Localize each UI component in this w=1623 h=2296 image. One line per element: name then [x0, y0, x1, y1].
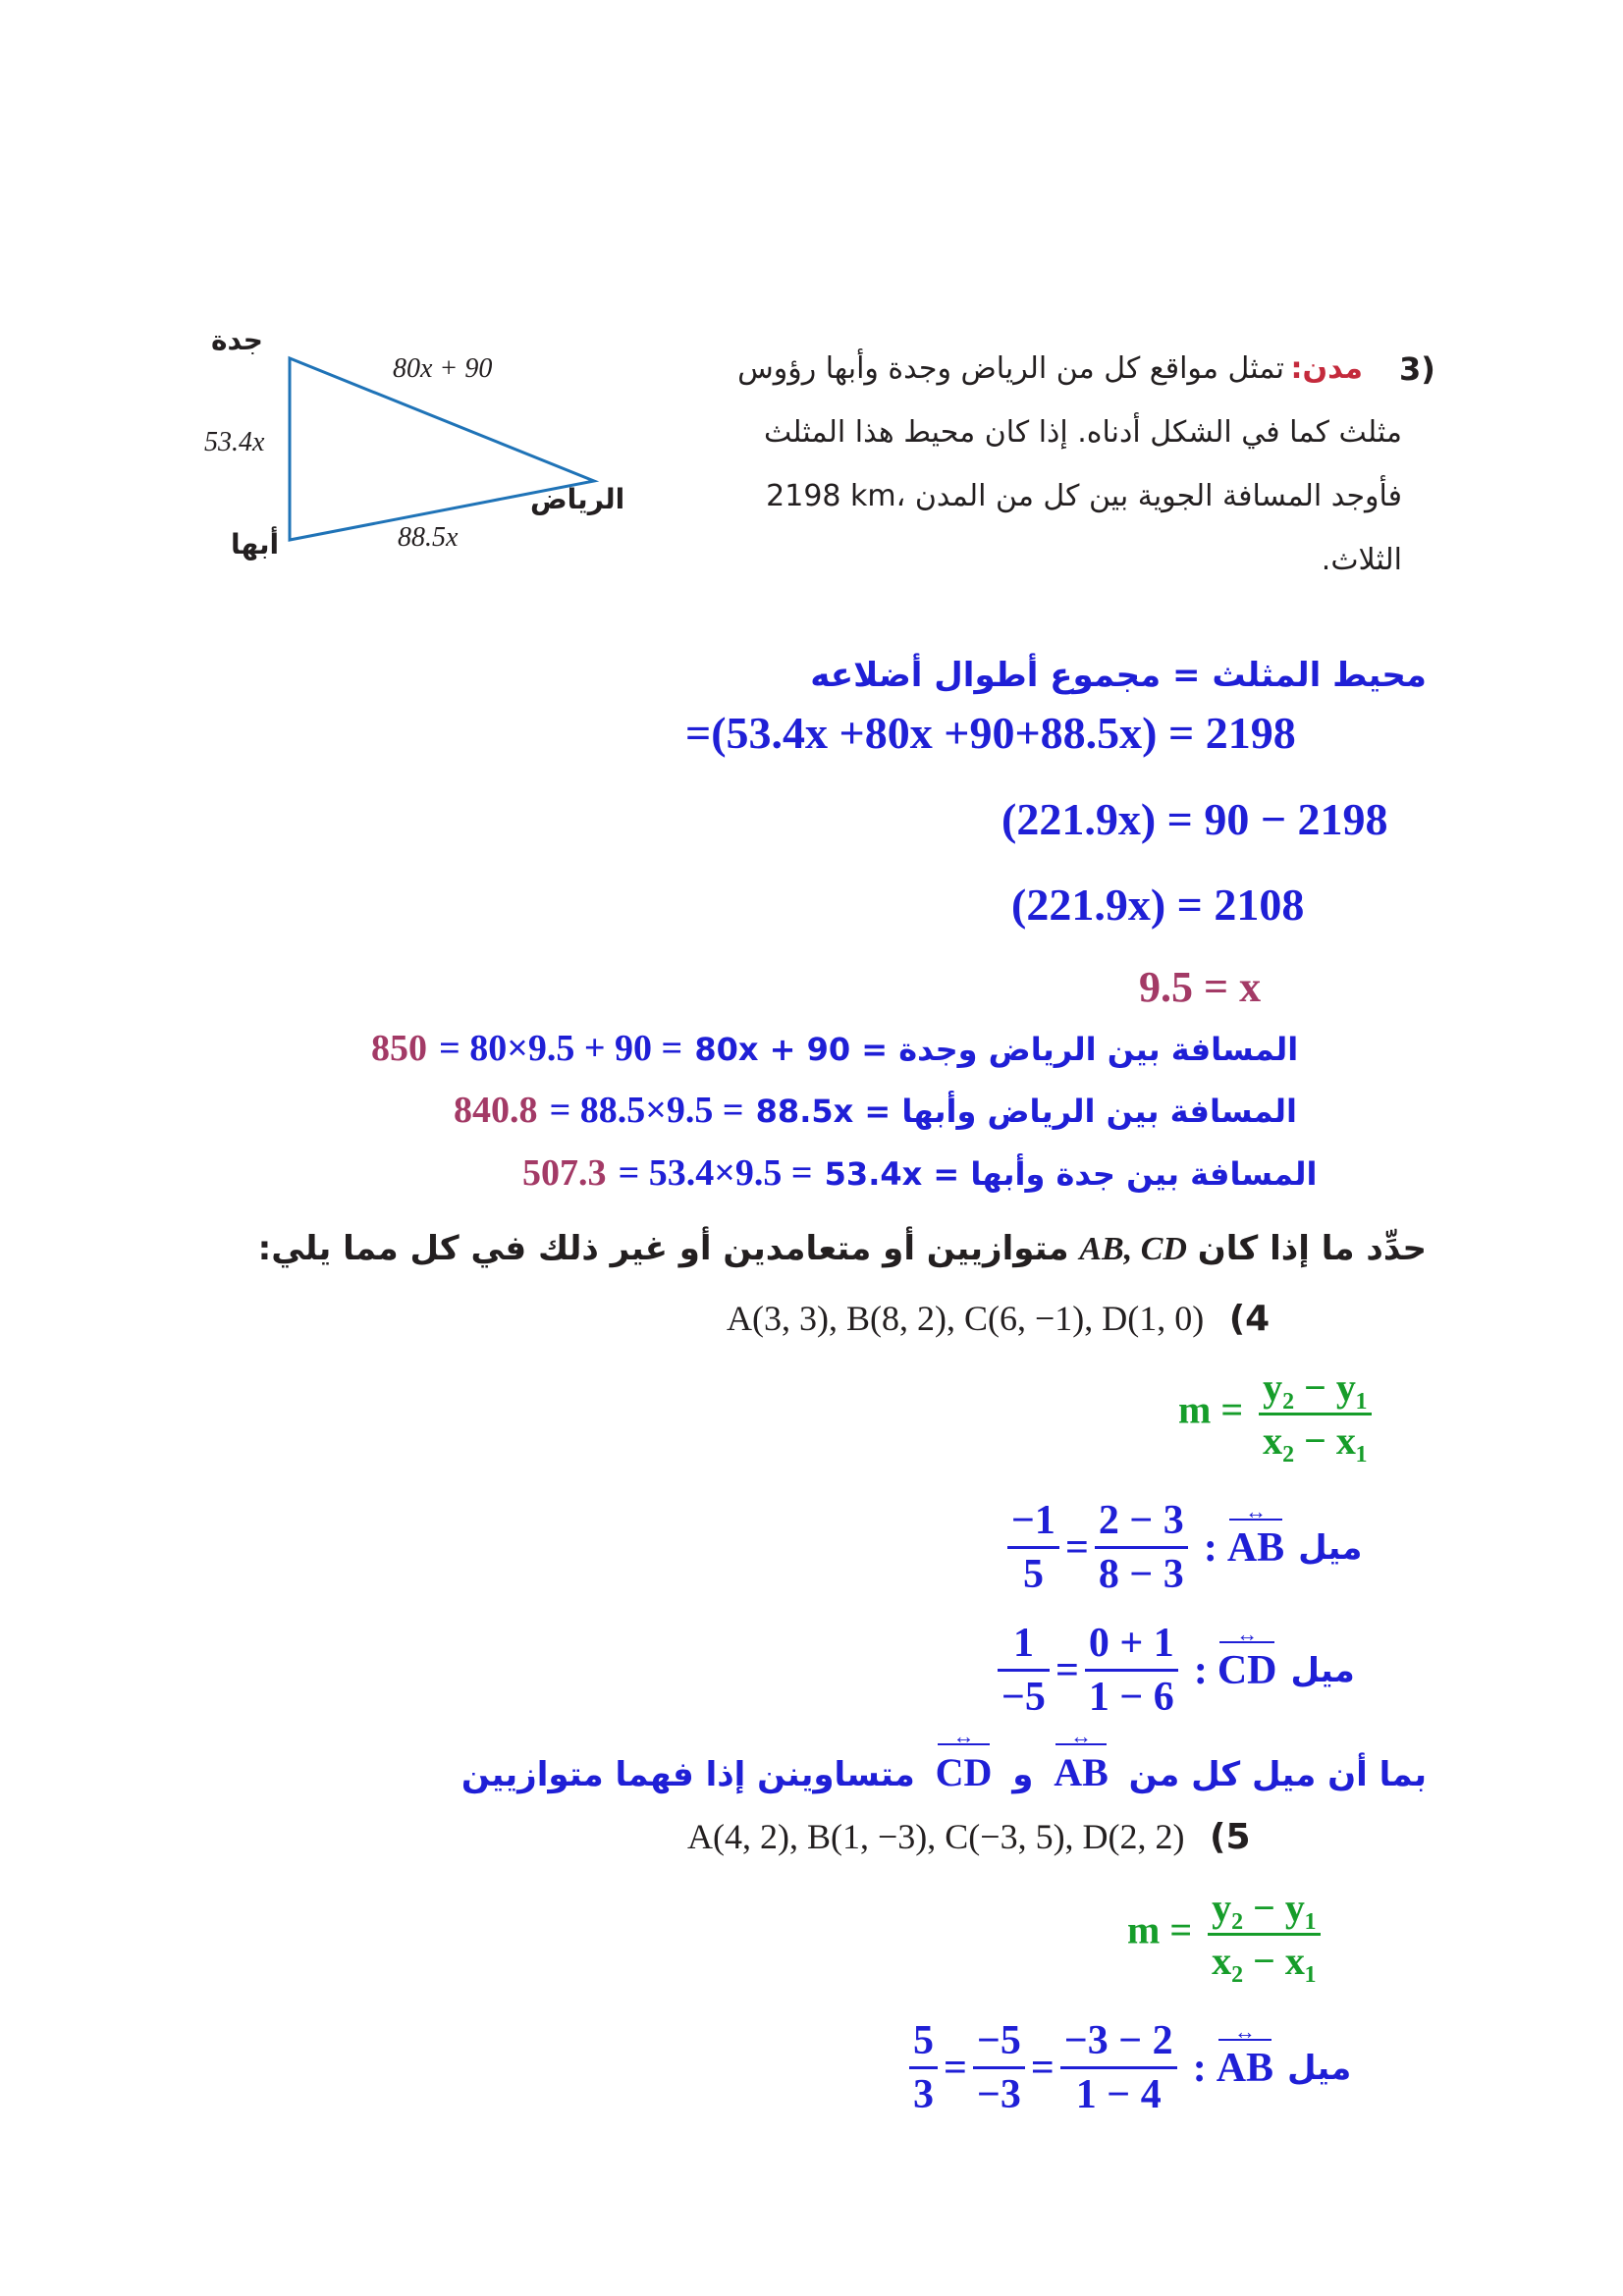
vertex-abha-label: أبها [231, 528, 280, 561]
slope-formula-fraction [1259, 1364, 1372, 1464]
distance-riyadh-jeddah-calc: = 80×9.5 + 90 = [439, 1028, 683, 1069]
equals-sign: = [944, 2045, 967, 2091]
ab-result-numerator: −1 [1011, 1498, 1055, 1543]
solution-3-line5: 9.5 = x [1139, 963, 1262, 1011]
problem-3-text-line4: الثلاث. [1321, 543, 1402, 577]
problem-4-slope-ab [1001, 1497, 1362, 1598]
conclusion-end: متساوينن إذا فهما متوازيين [460, 1755, 915, 1794]
problem-3-text-line3: 2198 km، فأوجد المسافة الجوية بين كل من المدن [766, 479, 1402, 513]
p5-ab-frac1 [1060, 2017, 1177, 2118]
line-cd: CD ↔ [1217, 1647, 1277, 1694]
side-left-label: 53.4x [204, 427, 265, 457]
distance-jeddah-abha-label: المسافة بين جدة وأبها = 53.4x [824, 1155, 1318, 1193]
solution-3-line1: محيط المثلث = مجموع أطوال أضلاعه [810, 656, 1427, 695]
cd-calc-numerator: 0 + 1 [1088, 1621, 1174, 1666]
equals-sign: = [1055, 1647, 1079, 1693]
p5-ab-frac3-denominator: 3 [913, 2072, 934, 2117]
slope-formula-fraction [1208, 1885, 1321, 1984]
slope-cd-label: ميل [1290, 1650, 1355, 1690]
slope-formula-denominator: x₂ − x₁ [1212, 1939, 1317, 1983]
p5-ab-frac2 [973, 2017, 1025, 2118]
distance-riyadh-jeddah-value: 850 [371, 1028, 427, 1069]
problem-3-number: 3) [1399, 350, 1435, 388]
problem-4-slope-cd [992, 1620, 1355, 1721]
conclusion-start: بما أن ميل كل من [1128, 1755, 1427, 1794]
equals-sign: = [1030, 2045, 1055, 2091]
cd-result-denominator: −5 [1001, 1675, 1046, 1720]
cd-result-fraction [998, 1620, 1050, 1721]
slope-formula-denominator: x₂ − x₁ [1263, 1418, 1368, 1463]
problem-5-number: (5 [1209, 1817, 1251, 1857]
cd-result-numerator: 1 [1012, 1621, 1034, 1666]
p5-ab-frac3 [909, 2017, 938, 2118]
colon: : [1193, 1647, 1208, 1693]
colon: : [1192, 2045, 1207, 2091]
ab-calc-denominator: 8 − 3 [1098, 1552, 1184, 1597]
instruction-text-before: حدِّد ما إذا كان [1197, 1229, 1427, 1268]
solution-3-line4: (221.9x) = 2108 [1011, 880, 1305, 930]
ab-result-denominator: 5 [1022, 1552, 1044, 1597]
slope-formula-lhs: m = [1127, 1907, 1193, 1952]
p5-slope-ab-label: ميل [1287, 2048, 1352, 2088]
cd-calc-denominator: 1 − 6 [1088, 1675, 1174, 1720]
distance-riyadh-jeddah-label: المسافة بين الرياض وجدة = 80x + 90 [694, 1031, 1299, 1068]
p5-line-ab: AB ↔ [1217, 2045, 1273, 2092]
distance-riyadh-abha-calc: = 88.5×9.5 = [549, 1090, 744, 1131]
side-top-label: 80x + 90 [393, 353, 493, 384]
problem-3-text-line1: تمثل مواقع كل من الرياض وجدة وأبها رؤوس [737, 351, 1284, 386]
colon: : [1203, 1524, 1217, 1571]
equals-sign: = [1064, 1524, 1089, 1571]
p5-ab-frac1-denominator: 1 − 4 [1075, 2072, 1162, 2117]
distance-jeddah-abha-calc: = 53.4×9.5 = [618, 1152, 813, 1194]
vertex-jeddah-label: جدة [211, 324, 263, 356]
problem-4-number: (4 [1228, 1299, 1271, 1339]
slope-formula-numerator: y₂ − y₁ [1212, 1886, 1317, 1930]
triangle-figure [196, 314, 658, 609]
solution-3-line2: =(53.4x +80x +90+88.5x) = 2198 [685, 708, 1296, 758]
line-ab: AB ↔ [1227, 1524, 1284, 1572]
problem-4-points: A(3, 3), B(8, 2), C(6, −1), D(1, 0) [727, 1299, 1205, 1338]
problem-5-slope-ab [903, 2017, 1351, 2118]
problem-4-header [727, 1298, 1270, 1339]
slope-ab-label: ميل [1298, 1527, 1363, 1568]
problem-4-slope-formula [1178, 1364, 1378, 1464]
solution-3-line3: (221.9x) = 90 − 2198 [1001, 794, 1388, 844]
instruction-lines: AB, CD [1079, 1231, 1187, 1267]
slope-formula-numerator: y₂ − y₁ [1263, 1365, 1368, 1410]
distance-riyadh-jeddah [371, 1026, 1298, 1070]
ab-calc-fraction [1095, 1497, 1188, 1598]
problem-5-points: A(4, 2), B(1, −3), C(−3, 5), D(2, 2) [687, 1817, 1185, 1856]
distance-jeddah-abha [522, 1150, 1317, 1195]
distance-riyadh-abha-label: المسافة بين الرياض وأبها = 88.5x [755, 1093, 1297, 1130]
p5-ab-frac3-numerator: 5 [913, 2018, 934, 2063]
problem-5-slope-formula [1127, 1885, 1326, 1984]
problem-5-header [687, 1816, 1251, 1857]
instruction-text-after: متوازيين أو متعامدين أو غير ذلك في كل مما يلي: [257, 1229, 1069, 1268]
instruction-line [258, 1229, 1427, 1268]
p5-ab-frac2-denominator: −3 [976, 2072, 1021, 2117]
distance-riyadh-abha [454, 1088, 1297, 1132]
ab-result-fraction [1007, 1497, 1059, 1598]
vertex-riyadh-label: الرياض [530, 483, 625, 515]
p5-ab-frac2-numerator: −5 [976, 2018, 1021, 2063]
problem-3-text-line2: مثلث كما في الشكل أدناه. إذا كان محيط هذا المثلث [763, 415, 1402, 450]
conclusion-line-ab: AB ↔ [1054, 1749, 1109, 1795]
distance-jeddah-abha-value: 507.3 [522, 1152, 607, 1194]
slope-formula-lhs: m = [1178, 1387, 1244, 1432]
distance-riyadh-abha-value: 840.8 [454, 1090, 538, 1131]
conclusion-line-cd: CD ↔ [936, 1749, 993, 1795]
p5-ab-frac1-numerator: −3 − 2 [1063, 2018, 1173, 2063]
problem-3-topic: مدن: [1290, 351, 1363, 386]
cd-calc-fraction [1085, 1620, 1178, 1721]
conclusion-and: و [1012, 1755, 1034, 1794]
problem-4-conclusion [461, 1749, 1427, 1795]
ab-calc-numerator: 2 − 3 [1098, 1498, 1184, 1543]
side-bottom-label: 88.5x [398, 522, 459, 553]
